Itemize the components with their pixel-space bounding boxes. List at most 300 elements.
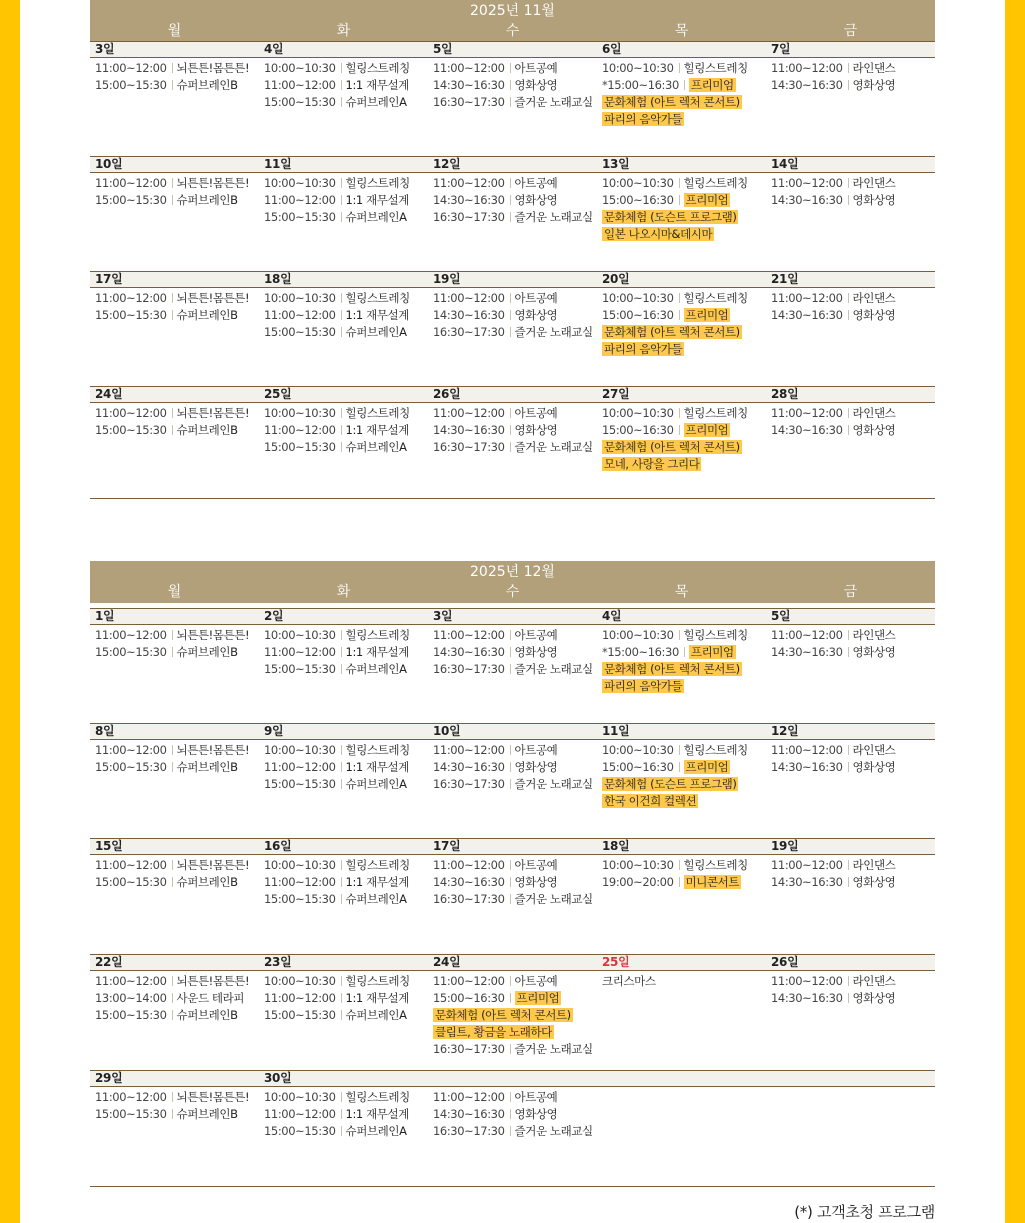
- day-cell: [264, 742, 433, 793]
- program-name: 즐거운 노래교실: [514, 325, 593, 339]
- program-name: 아트공예: [514, 406, 558, 420]
- day-number: 20일: [602, 272, 630, 286]
- day-cell: [602, 857, 771, 891]
- day-cell: [264, 60, 433, 111]
- program-line: [264, 1106, 433, 1123]
- program-time: 15:00~15:30: [95, 423, 167, 437]
- program-time: 16:30~17:30: [433, 440, 505, 454]
- day-cell: [771, 973, 940, 1007]
- program-line: [771, 627, 940, 644]
- program-name: 슈퍼브레인B: [176, 193, 238, 207]
- program-time: 15:00~16:30: [602, 193, 674, 207]
- date-strip: [90, 41, 935, 58]
- program-name: 힐링스트레칭: [683, 628, 748, 642]
- program-name: 라인댄스: [852, 628, 896, 642]
- divider: [679, 63, 680, 73]
- day-cell: [95, 1089, 264, 1123]
- day-number: 7일: [771, 42, 791, 56]
- program-line: [602, 793, 771, 810]
- day-number: 9일: [264, 724, 284, 738]
- calendar-bottom-rule: [90, 498, 935, 499]
- program-line: [771, 874, 940, 891]
- day-cell: [95, 857, 264, 891]
- day-cell: [771, 175, 940, 209]
- program-time: 11:00~12:00: [95, 406, 167, 420]
- program-time: 15:00~15:30: [264, 1008, 336, 1022]
- program-time: 11:00~12:00: [264, 991, 336, 1005]
- program-line: [95, 627, 264, 644]
- divider: [510, 327, 511, 337]
- program-line: [602, 307, 771, 324]
- day-number: 17일: [433, 839, 461, 853]
- program-time: *15:00~16:30: [602, 78, 679, 92]
- divider: [510, 425, 511, 435]
- day-number: 4일: [264, 42, 284, 56]
- program-time: 11:00~12:00: [433, 743, 505, 757]
- divider: [510, 195, 511, 205]
- program-time: 16:30~17:30: [433, 1042, 505, 1056]
- divider: [510, 993, 511, 1003]
- divider: [510, 63, 511, 73]
- calendar-bottom-rule: [90, 1186, 935, 1187]
- program-line: [771, 857, 940, 874]
- program-name: 슈퍼브레인A: [345, 95, 407, 109]
- program-time: 14:30~16:30: [433, 645, 505, 659]
- divider: [848, 293, 849, 303]
- program-line: [771, 644, 940, 661]
- program-name: 1:1 재무설계: [345, 78, 409, 92]
- program-time: 15:00~15:30: [95, 1107, 167, 1121]
- day-cell: [433, 627, 602, 678]
- program-name: 라인댄스: [852, 176, 896, 190]
- program-time: 15:00~15:30: [95, 875, 167, 889]
- day-cell: [771, 290, 940, 324]
- day-number: 17일: [95, 272, 123, 286]
- program-time: 14:30~16:30: [433, 423, 505, 437]
- weekday-row: [90, 582, 935, 602]
- program-time: 14:30~16:30: [771, 78, 843, 92]
- program-line: [433, 290, 602, 307]
- program-time: 10:00~10:30: [264, 1090, 336, 1104]
- divider: [510, 80, 511, 90]
- divider: [848, 877, 849, 887]
- program-line: [264, 973, 433, 990]
- program-time: 11:00~12:00: [95, 61, 167, 75]
- divider: [848, 993, 849, 1003]
- program-line: [602, 456, 771, 473]
- program-line: [264, 1089, 433, 1106]
- program-highlight: 문화체험 (도슨트 프로그램): [604, 777, 737, 791]
- day-number: 28일: [771, 387, 799, 401]
- program-time: 11:00~12:00: [264, 308, 336, 322]
- program-highlight: 클림트, 황금을 노래하다: [435, 1025, 552, 1039]
- program-name: 슈퍼브레인B: [176, 1008, 238, 1022]
- program-name: 영화상영: [852, 645, 896, 659]
- program-name: 뇌튼튼!몸튼튼!: [176, 291, 250, 305]
- program-line: [771, 973, 940, 990]
- program-name: 슈퍼브레인B: [176, 308, 238, 322]
- program-time: 11:00~12:00: [771, 628, 843, 642]
- divider: [341, 877, 342, 887]
- program-time: 15:00~15:30: [95, 308, 167, 322]
- day-number: 6일: [602, 42, 622, 56]
- program-line: [264, 175, 433, 192]
- divider: [510, 860, 511, 870]
- program-time: 14:30~16:30: [771, 423, 843, 437]
- day-number: 18일: [264, 272, 292, 286]
- divider: [679, 762, 680, 772]
- day-cell: [771, 627, 940, 661]
- program-time: 14:30~16:30: [433, 760, 505, 774]
- divider: [341, 976, 342, 986]
- day-cell: [602, 742, 771, 810]
- program-line: [95, 1089, 264, 1106]
- program-time: 11:00~12:00: [95, 974, 167, 988]
- divider: [679, 195, 680, 205]
- program-name: 아트공예: [514, 743, 558, 757]
- divider: [172, 1010, 173, 1020]
- program-line: [602, 439, 771, 456]
- divider: [510, 630, 511, 640]
- program-time: 14:30~16:30: [771, 991, 843, 1005]
- program-name: 아트공예: [514, 858, 558, 872]
- program-line: [602, 742, 771, 759]
- day-number: 4일: [602, 609, 622, 623]
- program-line: [771, 307, 940, 324]
- program-time: 16:30~17:30: [433, 95, 505, 109]
- program-time: 11:00~12:00: [771, 743, 843, 757]
- day-cell: [771, 742, 940, 776]
- program-line: [95, 192, 264, 209]
- day-cell: [95, 973, 264, 1024]
- divider: [684, 647, 685, 657]
- program-time: 14:30~16:30: [771, 193, 843, 207]
- right-yellow-border: [1005, 0, 1025, 1223]
- program-line: [433, 1007, 602, 1024]
- program-name: 즐거운 노래교실: [514, 440, 593, 454]
- program-highlight: 일본 나오시마&데시마: [604, 227, 713, 241]
- divider: [341, 993, 342, 1003]
- program-time: 16:30~17:30: [433, 892, 505, 906]
- day-number: 11일: [264, 157, 292, 171]
- program-name: 힐링스트레칭: [345, 406, 410, 420]
- program-name: 라인댄스: [852, 291, 896, 305]
- date-strip: [90, 386, 935, 403]
- program-line: [602, 192, 771, 209]
- program-time: 11:00~12:00: [95, 1090, 167, 1104]
- day-cell: [602, 973, 771, 990]
- program-time: 10:00~10:30: [264, 628, 336, 642]
- program-line: [95, 644, 264, 661]
- program-highlight: 모네, 사랑을 그리다: [604, 457, 700, 471]
- program-time: 15:00~15:30: [95, 760, 167, 774]
- program-highlight: 문화체험 (도슨트 프로그램): [604, 210, 737, 224]
- program-line: [433, 759, 602, 776]
- program-line: [602, 644, 771, 661]
- day-number: 25일: [264, 387, 292, 401]
- program-line: [95, 290, 264, 307]
- divider: [172, 293, 173, 303]
- program-highlight: 한국 이건희 컬렉션: [604, 794, 697, 808]
- program-line: [264, 209, 433, 226]
- program-line: [264, 290, 433, 307]
- program-time: *15:00~16:30: [602, 645, 679, 659]
- day-number: 8일: [95, 724, 115, 738]
- program-name: 아트공예: [514, 176, 558, 190]
- program-time: 15:00~15:30: [264, 892, 336, 906]
- program-name: 즐거운 노래교실: [514, 662, 593, 676]
- program-line: [95, 990, 264, 1007]
- program-name: 사운드 테라피: [176, 991, 245, 1005]
- program-name: 슈퍼브레인A: [345, 892, 407, 906]
- program-name: 슈퍼브레인B: [176, 760, 238, 774]
- divider: [341, 762, 342, 772]
- program-name: 슈퍼브레인A: [345, 440, 407, 454]
- program-name: 영화상영: [514, 875, 558, 889]
- program-highlight: 파리의 음악가들: [604, 112, 683, 126]
- program-time: 14:30~16:30: [433, 1107, 505, 1121]
- divider: [341, 293, 342, 303]
- day-cell: [602, 627, 771, 695]
- day-cell: [433, 175, 602, 226]
- program-highlight: 프리미엄: [516, 991, 560, 1005]
- program-time: 15:00~15:30: [264, 210, 336, 224]
- program-line: [602, 60, 771, 77]
- weekday-row: [90, 21, 935, 41]
- divider: [848, 647, 849, 657]
- program-line: [264, 94, 433, 111]
- program-name: 뇌튼튼!몸튼튼!: [176, 176, 250, 190]
- day-number: 19일: [771, 839, 799, 853]
- calendar-header: [90, 561, 935, 603]
- program-line: [264, 759, 433, 776]
- program-line: [433, 209, 602, 226]
- program-line: [602, 627, 771, 644]
- program-name: 1:1 재무설계: [345, 991, 409, 1005]
- program-line: [264, 422, 433, 439]
- program-name: 영화상영: [514, 645, 558, 659]
- divider: [172, 647, 173, 657]
- program-name: 1:1 재무설계: [345, 193, 409, 207]
- divider: [848, 408, 849, 418]
- date-strip: [90, 156, 935, 173]
- program-highlight: 문화체험 (아트 렉처 콘서트): [435, 1008, 571, 1022]
- program-time: 10:00~10:30: [264, 858, 336, 872]
- program-line: [95, 1106, 264, 1123]
- program-line: [771, 422, 940, 439]
- divider: [341, 327, 342, 337]
- program-line: [602, 405, 771, 422]
- program-time: 11:00~12:00: [95, 858, 167, 872]
- program-line: [602, 341, 771, 358]
- day-number: 3일: [95, 42, 115, 56]
- program-name: 1:1 재무설계: [345, 645, 409, 659]
- program-line: [433, 644, 602, 661]
- program-name: 슈퍼브레인B: [176, 875, 238, 889]
- program-time: 11:00~12:00: [771, 858, 843, 872]
- divider: [341, 212, 342, 222]
- divider: [341, 310, 342, 320]
- footnote: (*) 고객초청 프로그램: [794, 1203, 935, 1221]
- day-number: 25일: [602, 955, 630, 969]
- program-line: [264, 1007, 433, 1024]
- day-number: 23일: [264, 955, 292, 969]
- calendar-december: [90, 561, 935, 1138]
- program-line: [771, 60, 940, 77]
- program-name: 뇌튼튼!몸튼튼!: [176, 61, 250, 75]
- weekday-label: 금: [843, 23, 858, 39]
- program-name: 1:1 재무설계: [345, 308, 409, 322]
- weekday-label: 화: [336, 584, 351, 600]
- program-name: 1:1 재무설계: [345, 760, 409, 774]
- program-line: [264, 439, 433, 456]
- program-time: 11:00~12:00: [95, 176, 167, 190]
- program-line: [602, 776, 771, 793]
- program-time: 16:30~17:30: [433, 210, 505, 224]
- program-name: 뇌튼튼!몸튼튼!: [176, 1090, 250, 1104]
- program-time: 14:30~16:30: [433, 308, 505, 322]
- program-time: 15:00~16:30: [602, 308, 674, 322]
- program-line: [433, 1024, 602, 1041]
- program-name: 영화상영: [852, 991, 896, 1005]
- day-cell: [95, 290, 264, 324]
- divider: [172, 976, 173, 986]
- program-time: 16:30~17:30: [433, 1124, 505, 1138]
- day-cell: [771, 857, 940, 891]
- program-name: 힐링스트레칭: [683, 858, 748, 872]
- program-highlight: 미니콘서트: [685, 875, 740, 889]
- program-time: 14:30~16:30: [771, 308, 843, 322]
- day-number: 5일: [433, 42, 453, 56]
- program-time: 11:00~12:00: [433, 1090, 505, 1104]
- program-time: 15:00~15:30: [264, 95, 336, 109]
- program-time: 14:30~16:30: [771, 875, 843, 889]
- program-line: [433, 422, 602, 439]
- date-strip: [90, 271, 935, 288]
- program-time: 11:00~12:00: [771, 291, 843, 305]
- divider: [172, 877, 173, 887]
- program-time: 11:00~12:00: [433, 858, 505, 872]
- day-number: 19일: [433, 272, 461, 286]
- program-time: 11:00~12:00: [771, 176, 843, 190]
- program-time: 10:00~10:30: [264, 406, 336, 420]
- program-time: 15:00~15:30: [95, 193, 167, 207]
- divider: [848, 976, 849, 986]
- program-time: 10:00~10:30: [264, 61, 336, 75]
- program-line: [264, 857, 433, 874]
- program-time: 10:00~10:30: [602, 176, 674, 190]
- divider: [510, 1109, 511, 1119]
- program-time: 10:00~10:30: [602, 628, 674, 642]
- program-line: [95, 175, 264, 192]
- program-name: 아트공예: [514, 291, 558, 305]
- program-time: 11:00~12:00: [771, 974, 843, 988]
- divider: [510, 178, 511, 188]
- program-line: [95, 405, 264, 422]
- program-line: [264, 324, 433, 341]
- program-time: 15:00~15:30: [95, 78, 167, 92]
- program-time: 11:00~12:00: [264, 760, 336, 774]
- program-time: 11:00~12:00: [95, 628, 167, 642]
- day-number: 13일: [602, 157, 630, 171]
- day-cell: [264, 175, 433, 226]
- program-name: 힐링스트레칭: [683, 61, 748, 75]
- program-line: [264, 644, 433, 661]
- program-name: 라인댄스: [852, 406, 896, 420]
- program-time: 15:00~16:30: [602, 423, 674, 437]
- divider: [172, 408, 173, 418]
- program-line: [602, 111, 771, 128]
- day-cell: [602, 405, 771, 473]
- day-cell: [264, 857, 433, 908]
- day-cell: [602, 175, 771, 243]
- divider: [510, 408, 511, 418]
- calendar-november: [90, 0, 935, 471]
- program-line: [433, 1106, 602, 1123]
- program-line: [264, 627, 433, 644]
- day-number: 24일: [95, 387, 123, 401]
- program-name: 아트공예: [514, 1090, 558, 1104]
- day-number: 14일: [771, 157, 799, 171]
- day-number: 5일: [771, 609, 791, 623]
- program-time: 11:00~12:00: [264, 875, 336, 889]
- day-number: 26일: [771, 955, 799, 969]
- divider: [510, 442, 511, 452]
- program-time: 14:30~16:30: [433, 875, 505, 889]
- divider: [172, 425, 173, 435]
- program-time: 10:00~10:30: [264, 974, 336, 988]
- divider: [510, 212, 511, 222]
- program-time: 15:00~15:30: [264, 1124, 336, 1138]
- program-name: 아트공예: [514, 61, 558, 75]
- program-line: [433, 661, 602, 678]
- program-time: 10:00~10:30: [264, 291, 336, 305]
- weekday-label: 수: [505, 23, 520, 39]
- program-name: 영화상영: [514, 1107, 558, 1121]
- program-line: [602, 678, 771, 695]
- program-line: [602, 77, 771, 94]
- program-time: 15:00~15:30: [264, 440, 336, 454]
- program-name: 힐링스트레칭: [683, 176, 748, 190]
- program-line: [433, 973, 602, 990]
- program-name: 힐링스트레칭: [345, 61, 410, 75]
- divider: [679, 178, 680, 188]
- program-highlight: 프리미엄: [685, 423, 729, 437]
- day-cell: [264, 405, 433, 456]
- program-name: 영화상영: [852, 78, 896, 92]
- divider: [679, 293, 680, 303]
- program-name: 힐링스트레칭: [683, 743, 748, 757]
- program-name: 뇌튼튼!몸튼튼!: [176, 858, 250, 872]
- program-name: 영화상영: [852, 193, 896, 207]
- program-name: 뇌튼튼!몸튼튼!: [176, 743, 250, 757]
- program-name: 라인댄스: [852, 974, 896, 988]
- program-line: [433, 324, 602, 341]
- day-cell: [95, 742, 264, 776]
- divider: [341, 894, 342, 904]
- program-line: [264, 990, 433, 1007]
- day-cell: [433, 290, 602, 341]
- day-cell: [264, 290, 433, 341]
- program-line: [433, 439, 602, 456]
- day-cell: [95, 627, 264, 661]
- divider: [341, 80, 342, 90]
- day-number: 21일: [771, 272, 799, 286]
- divider: [172, 80, 173, 90]
- divider: [341, 860, 342, 870]
- program-line: [433, 94, 602, 111]
- program-line: [602, 290, 771, 307]
